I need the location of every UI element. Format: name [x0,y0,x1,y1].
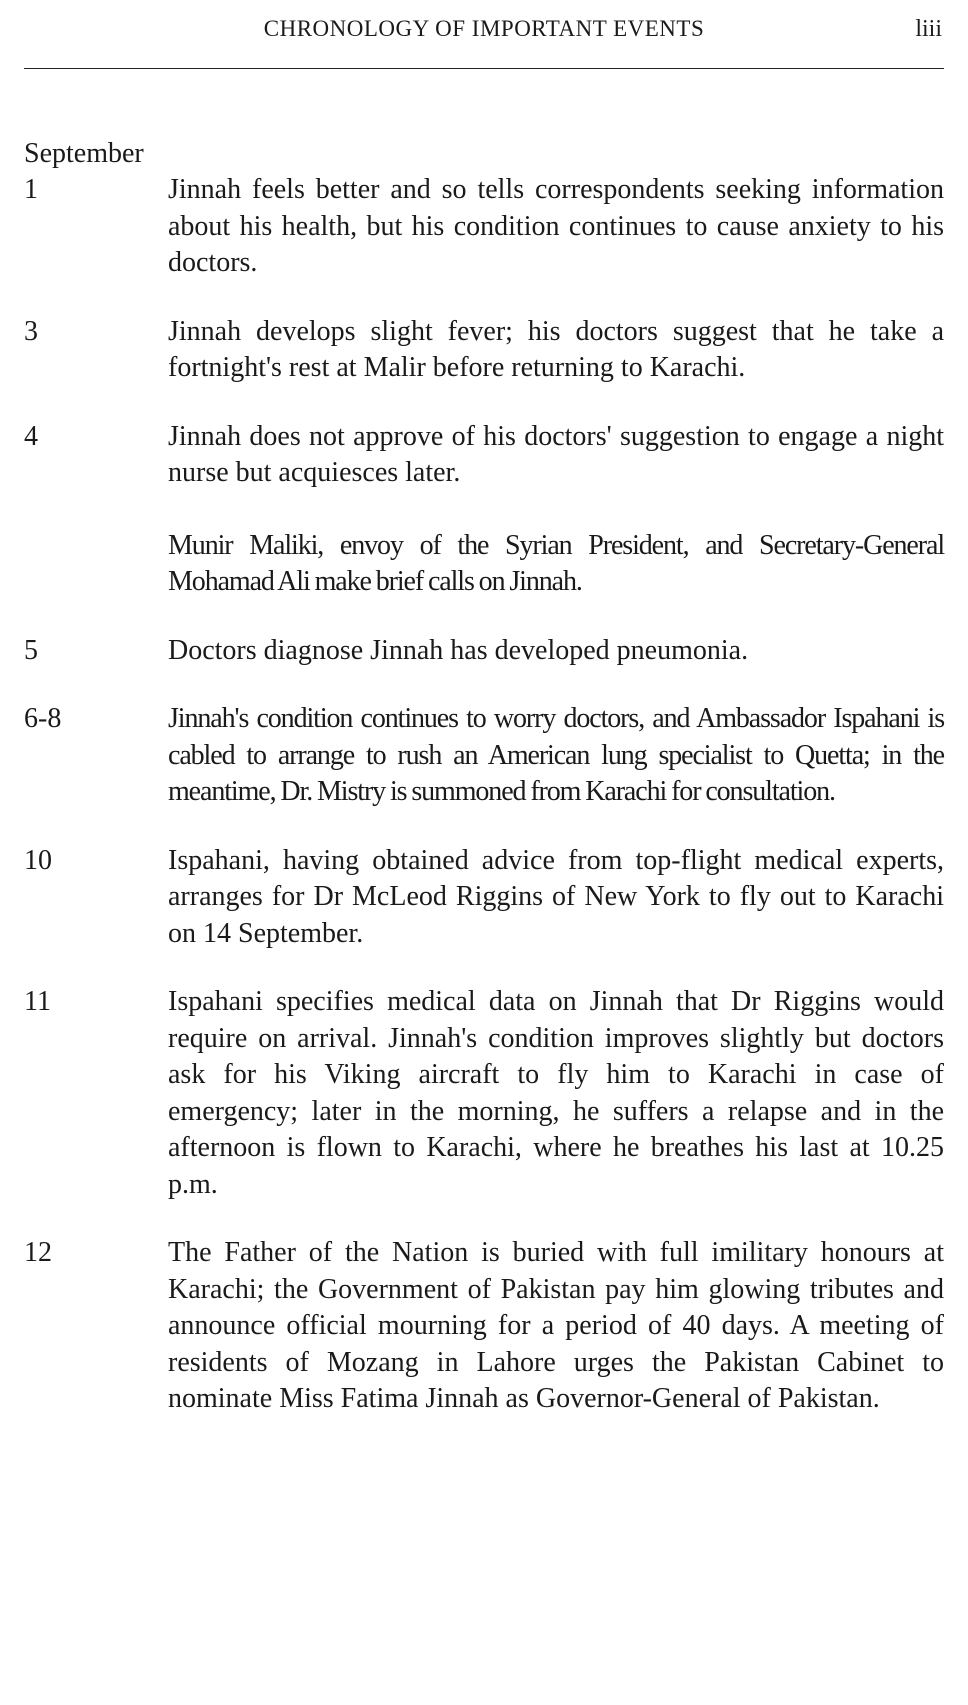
entry-day: 4 [24,420,38,452]
entry-paragraph: Jinnah does not approve of his doctors' suggestion to engage a night nurse but acquiesces later. [168,420,944,488]
header-rule [24,68,944,69]
chronology-entry [24,314,944,387]
running-head-title: CHRONOLOGY OF IMPORTANT EVENTS [263,16,705,41]
entry-paragraph: Jinnah's condition continues to worry doctors, and Ambassador Ispahani is cabled to arrange to rush an American lung specialist to Quetta; in the meantime, Dr. Mistry is summoned from Karachi for consultation. [168,703,944,807]
chronology-entry [24,701,944,811]
entry-text [168,984,944,1203]
entry-day: 3 [24,315,38,347]
chronology-entry [24,172,944,282]
entry-text [168,314,944,387]
entry-text [168,633,944,670]
page-number: liii [915,16,942,42]
chronology-entry [24,984,944,1203]
entry-day: 11 [24,986,51,1017]
entry-text [168,701,944,811]
entry-paragraph: Ispahani specifies medical data on Jinnah that Dr Riggins would require on arrival. Jinnah's condition improves slightly but doctors ask for his Viking aircraft to fly him to Karachi in case of emergency; later in the morning, he suffers a relapse and in the afternoon is flown to Karachi, where he breathes his last at 10.25 p.m. [168,986,944,1200]
entry-paragraph: Munir Maliki, envoy of the Syrian President, and Secretary-General Mohamad Ali make brief calls on Jinnah. [168,529,944,597]
chronology-entry [24,633,944,670]
chronology-entry [24,419,944,601]
month-heading: September [24,138,144,169]
entry-day: 5 [24,634,38,666]
chronology-entries [24,172,944,1418]
entry-day: 12 [24,1237,52,1268]
entry-text [168,172,944,282]
entry-text [168,419,944,601]
chronology-entry [24,843,944,953]
entry-day: 6-8 [24,703,62,734]
entry-paragraph: Ispahani, having obtained advice from top-flight medical experts, arranges for Dr McLeod Riggins of New York to fly out to Karachi on 14 September. [168,844,944,949]
running-head [24,12,944,52]
entry-paragraph: The Father of the Nation is buried with full imilitary honours at Karachi; the Government of Pakistan pay him glowing tributes and announce official mourning for a period of 40 days. A meeting of residents of Mozang in Lahore urges the Pakistan Cabinet to nominate Miss Fatima Jinnah as Governor-General of Pakistan. [168,1237,944,1414]
entry-day: 10 [24,844,52,876]
entry-paragraph: Doctors diagnose Jinnah has developed pneumonia. [168,634,749,666]
entry-day: 1 [24,174,38,205]
chronology-entry [24,1235,944,1418]
entry-paragraph: Jinnah develops slight fever; his doctors suggest that he take a fortnight's rest at Malir before returning to Karachi. [168,315,944,383]
entry-text [168,843,944,953]
entry-paragraph: Jinnah feels better and so tells correspondents seeking information about his health, but his condition continues to cause anxiety to his doctors. [168,174,944,278]
entry-text [168,1235,944,1418]
